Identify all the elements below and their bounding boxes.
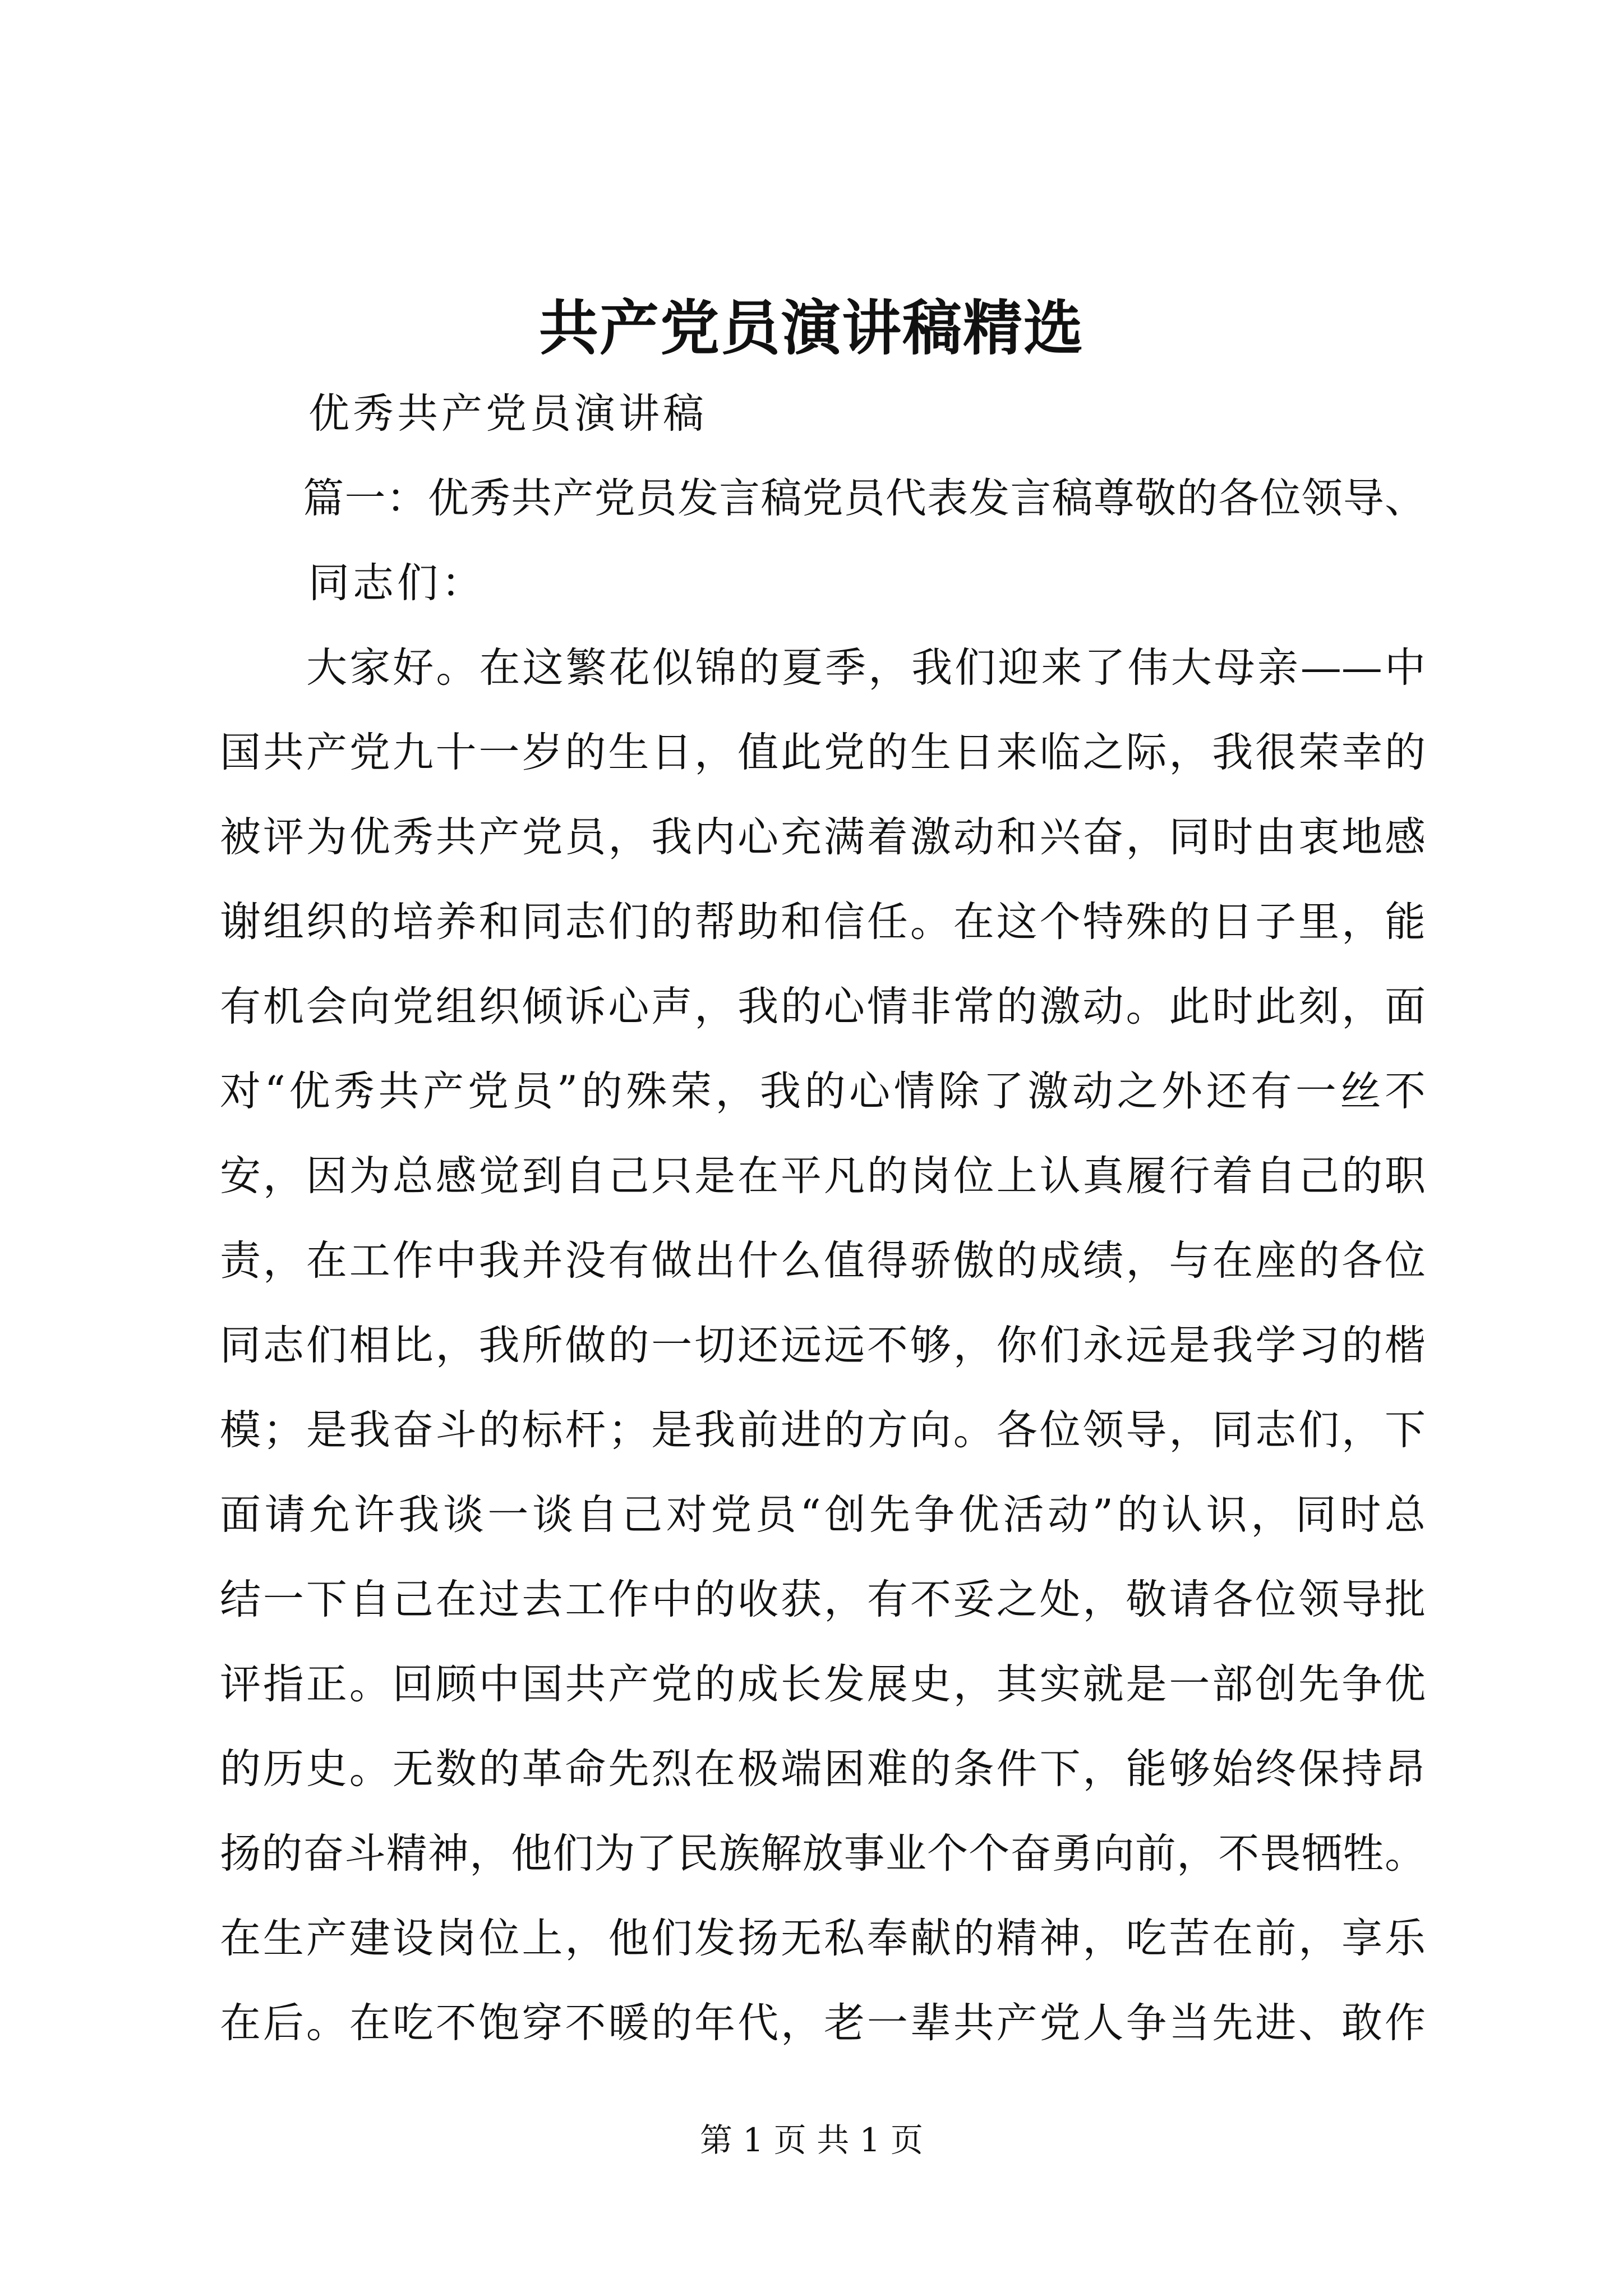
body-line: 扬的奋斗精神，他们为了民族解放事业个个奋勇向前，不畏牺牲。 bbox=[220, 1830, 1426, 1878]
body-line: 被评为优秀共产党员，我内心充满着激动和兴奋，同时由衷地感 bbox=[220, 813, 1426, 861]
body-line: 同志们： bbox=[220, 559, 486, 607]
body-line: 国共产党九十一岁的生日，值此党的生日来临之际，我很荣幸的 bbox=[220, 729, 1426, 776]
body-line: 谢组织的培养和同志们的帮助和信任。在这个特殊的日子里，能 bbox=[220, 898, 1426, 946]
body-line: 对“优秀共产党员”的殊荣，我的心情除了激动之外还有一丝不 bbox=[220, 1068, 1426, 1115]
body-line: 篇一：优秀共产党员发言稿党员代表发言稿尊敬的各位领导、 bbox=[220, 475, 1426, 522]
body-line: 优秀共产党员演讲稿 bbox=[220, 390, 707, 438]
body-line: 的历史。无数的革命先烈在极端困难的条件下，能够始终保持昂 bbox=[220, 1745, 1426, 1793]
body-line: 同志们相比，我所做的一切还远远不够，你们永远是我学习的楷 bbox=[220, 1322, 1426, 1369]
body-line: 责，在工作中我并没有做出什么值得骄傲的成绩，与在座的各位 bbox=[220, 1237, 1426, 1285]
body-line: 安，因为总感觉到自己只是在平凡的岗位上认真履行着自己的职 bbox=[220, 1152, 1426, 1200]
body-line: 在后。在吃不饱穿不暖的年代，老一辈共产党人争当先进、敢作 bbox=[220, 1999, 1426, 2047]
body-line: 评指正。回顾中国共产党的成长发展史，其实就是一部创先争优 bbox=[220, 1660, 1426, 1708]
body-line: 面请允许我谈一谈自己对党员“创先争优活动”的认识，同时总 bbox=[220, 1491, 1426, 1539]
body-line: 大家好。在这繁花似锦的夏季，我们迎来了伟大母亲——中 bbox=[220, 644, 1426, 692]
document-title: 共产党员演讲稿精选 bbox=[539, 293, 1084, 363]
body-line: 模；是我奋斗的标杆；是我前进的方向。各位领导，同志们，下 bbox=[220, 1406, 1426, 1454]
page-number-footer: 第 1 页 共 1 页 bbox=[700, 2121, 923, 2159]
document-body bbox=[220, 371, 1426, 2065]
body-line: 结一下自己在过去工作中的收获，有不妥之处，敬请各位领导批 bbox=[220, 1576, 1426, 1623]
body-line: 在生产建设岗位上，他们发扬无私奉献的精神，吃苦在前，享乐 bbox=[220, 1915, 1426, 1962]
body-line: 有机会向党组织倾诉心声，我的心情非常的激动。此时此刻，面 bbox=[220, 983, 1426, 1030]
